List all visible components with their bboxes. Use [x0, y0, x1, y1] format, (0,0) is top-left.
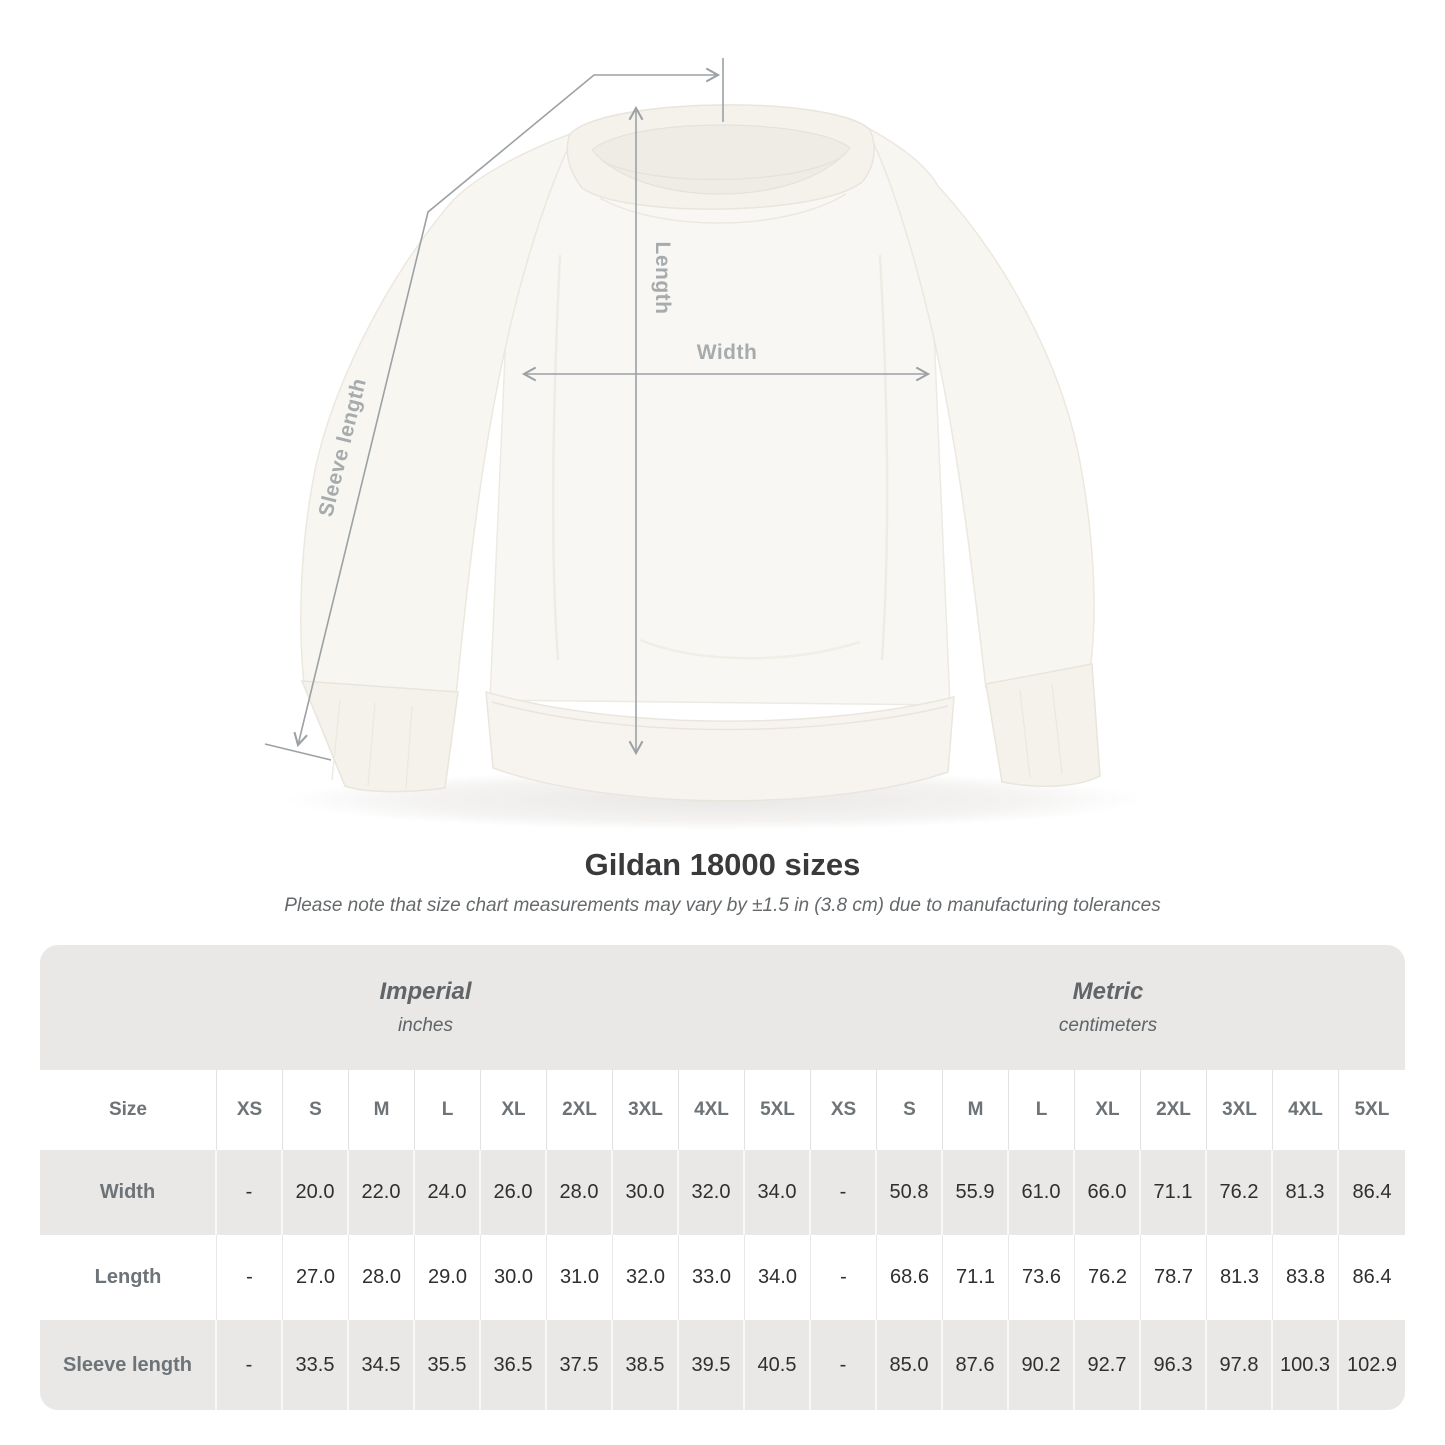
size-col-imperial-S: S	[283, 1070, 349, 1150]
value-cell: 86.4	[1339, 1235, 1405, 1320]
metric-title: Metric	[1072, 978, 1144, 1005]
row-label: Width	[40, 1150, 217, 1235]
size-col-imperial-4XL: 4XL	[679, 1070, 745, 1150]
value-cell: 61.0	[1009, 1150, 1075, 1235]
value-cell: -	[217, 1320, 283, 1410]
size-header-label: Size	[40, 1070, 217, 1150]
value-cell: -	[217, 1150, 283, 1235]
value-cell: 102.9	[1339, 1320, 1405, 1410]
size-col-imperial-XS: XS	[217, 1070, 283, 1150]
value-cell: 22.0	[349, 1150, 415, 1235]
value-cell: 55.9	[943, 1150, 1009, 1235]
value-cell: -	[217, 1235, 283, 1320]
value-cell: 50.8	[877, 1150, 943, 1235]
value-cell: 76.2	[1207, 1150, 1273, 1235]
value-cell: 90.2	[1009, 1320, 1075, 1410]
value-cell: 76.2	[1075, 1235, 1141, 1320]
row-label: Length	[40, 1235, 217, 1320]
value-cell: 39.5	[679, 1320, 745, 1410]
value-cell: 35.5	[415, 1320, 481, 1410]
tolerance-note: Please note that size chart measurements may vary by ±1.5 in (3.8 cm) due to manufacturing tolerances	[284, 895, 1161, 917]
size-col-metric-M: M	[943, 1070, 1009, 1150]
size-col-imperial-XL: XL	[481, 1070, 547, 1150]
value-cell: 24.0	[415, 1150, 481, 1235]
value-cell: 30.0	[481, 1235, 547, 1320]
metric-header	[811, 945, 1405, 1070]
width-label: Width	[696, 341, 758, 364]
size-table	[40, 945, 1405, 1410]
value-cell: 32.0	[679, 1150, 745, 1235]
value-cell: -	[811, 1320, 877, 1410]
value-cell: 83.8	[1273, 1235, 1339, 1320]
value-cell: 81.3	[1273, 1150, 1339, 1235]
size-col-metric-XS: XS	[811, 1070, 877, 1150]
imperial-header	[40, 945, 811, 1070]
value-cell: 81.3	[1207, 1235, 1273, 1320]
size-col-metric-L: L	[1009, 1070, 1075, 1150]
sleeve-length-label: Sleeve length	[314, 375, 372, 520]
size-col-metric-4XL: 4XL	[1273, 1070, 1339, 1150]
size-col-imperial-5XL: 5XL	[745, 1070, 811, 1150]
value-cell: 85.0	[877, 1320, 943, 1410]
sleeve-end-tick	[265, 744, 331, 760]
size-col-metric-5XL: 5XL	[1339, 1070, 1405, 1150]
size-col-imperial-2XL: 2XL	[547, 1070, 613, 1150]
size-col-metric-XL: XL	[1075, 1070, 1141, 1150]
value-cell: 20.0	[283, 1150, 349, 1235]
size-col-imperial-3XL: 3XL	[613, 1070, 679, 1150]
value-cell: 71.1	[943, 1235, 1009, 1320]
value-cell: 92.7	[1075, 1320, 1141, 1410]
value-cell: 71.1	[1141, 1150, 1207, 1235]
value-cell: 86.4	[1339, 1150, 1405, 1235]
value-cell: 73.6	[1009, 1235, 1075, 1320]
page-title: Gildan 18000 sizes	[584, 847, 861, 882]
size-col-imperial-M: M	[349, 1070, 415, 1150]
row-label: Sleeve length	[40, 1320, 217, 1410]
value-cell: 33.0	[679, 1235, 745, 1320]
value-cell: 66.0	[1075, 1150, 1141, 1235]
value-cell: 97.8	[1207, 1320, 1273, 1410]
value-cell: 28.0	[349, 1235, 415, 1320]
imperial-title: Imperial	[379, 978, 472, 1005]
length-label: Length	[651, 241, 674, 315]
size-col-imperial-L: L	[415, 1070, 481, 1150]
size-col-metric-2XL: 2XL	[1141, 1070, 1207, 1150]
value-cell: -	[811, 1235, 877, 1320]
value-cell: 32.0	[613, 1235, 679, 1320]
value-cell: 37.5	[547, 1320, 613, 1410]
value-cell: 29.0	[415, 1235, 481, 1320]
imperial-unit: inches	[398, 1015, 453, 1036]
value-cell: 36.5	[481, 1320, 547, 1410]
value-cell: 26.0	[481, 1150, 547, 1235]
value-cell: 34.0	[745, 1235, 811, 1320]
size-col-metric-S: S	[877, 1070, 943, 1150]
metric-unit: centimeters	[1058, 1015, 1158, 1036]
value-cell: 34.5	[349, 1320, 415, 1410]
value-cell: 40.5	[745, 1320, 811, 1410]
value-cell: 96.3	[1141, 1320, 1207, 1410]
value-cell: 78.7	[1141, 1235, 1207, 1320]
value-cell: 33.5	[283, 1320, 349, 1410]
value-cell: 31.0	[547, 1235, 613, 1320]
value-cell: -	[811, 1150, 877, 1235]
value-cell: 38.5	[613, 1320, 679, 1410]
value-cell: 27.0	[283, 1235, 349, 1320]
value-cell: 28.0	[547, 1150, 613, 1235]
value-cell: 34.0	[745, 1150, 811, 1235]
value-cell: 68.6	[877, 1235, 943, 1320]
value-cell: 87.6	[943, 1320, 1009, 1410]
value-cell: 30.0	[613, 1150, 679, 1235]
size-col-metric-3XL: 3XL	[1207, 1070, 1273, 1150]
value-cell: 100.3	[1273, 1320, 1339, 1410]
